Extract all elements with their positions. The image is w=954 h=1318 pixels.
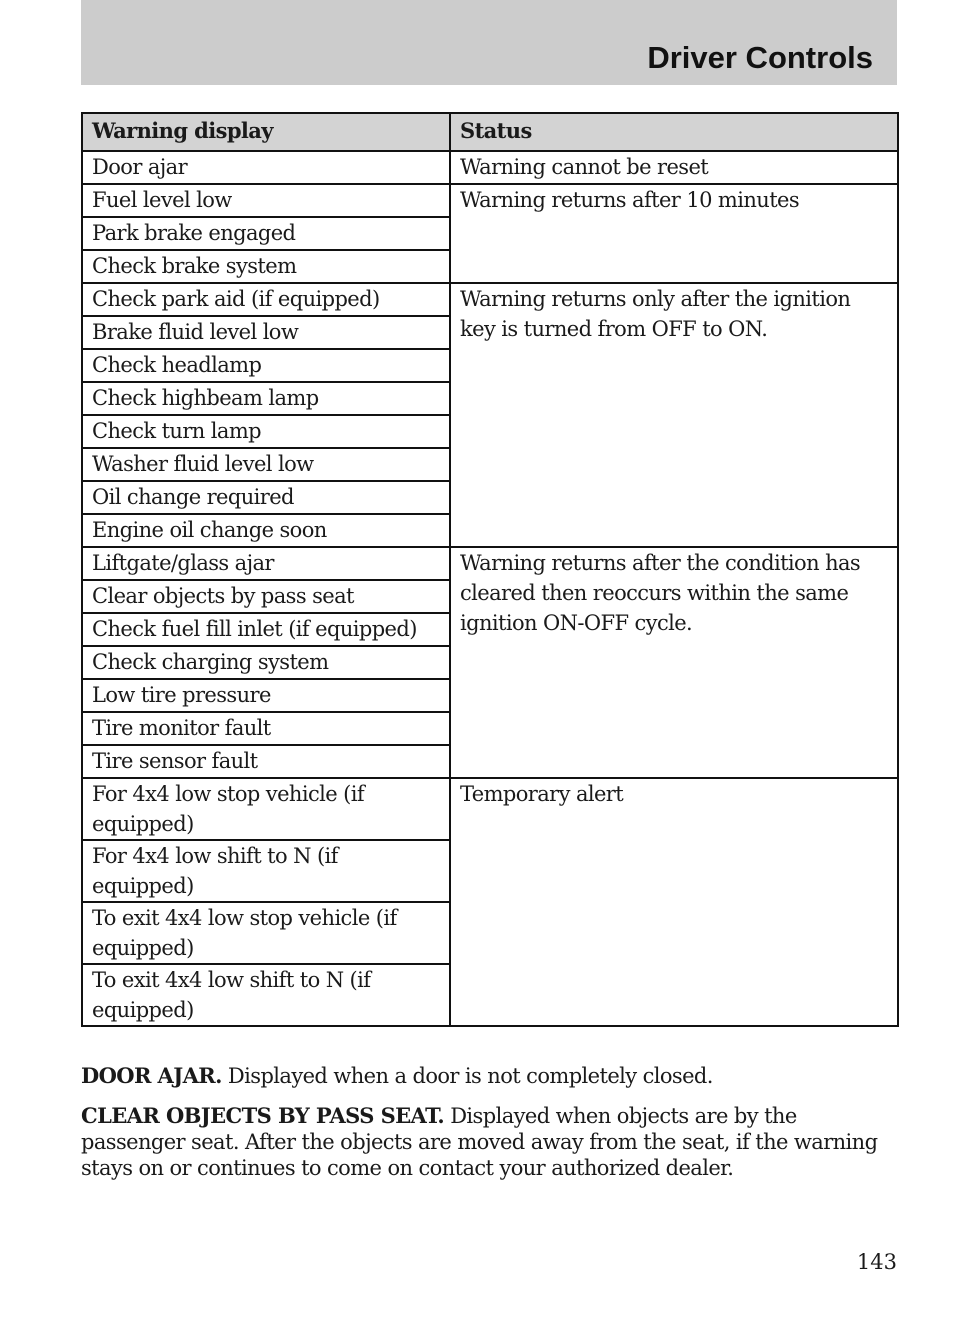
header-band	[81, 0, 897, 85]
warning-display-cell: Low tire pressure	[82, 679, 450, 712]
warning-display-cell: Park brake engaged	[82, 217, 450, 250]
table-body	[82, 151, 898, 1026]
table-row	[82, 778, 898, 840]
warning-display-cell: For 4x4 low stop vehicle (if equipped)	[82, 778, 450, 840]
warning-display-cell: Liftgate/glass ajar	[82, 547, 450, 580]
warning-display-cell: Check charging system	[82, 646, 450, 679]
warning-display-cell: Check fuel fill inlet (if equipped)	[82, 613, 450, 646]
status-cell: Temporary alert	[450, 778, 898, 1026]
warning-display-cell: Check highbeam lamp	[82, 382, 450, 415]
warning-display-cell: Brake fluid level low	[82, 316, 450, 349]
column-header-warning-display: Warning display	[82, 113, 450, 151]
status-cell: Warning returns after 10 minutes	[450, 184, 898, 283]
warning-display-cell: To exit 4x4 low stop vehicle (if equipped)	[82, 902, 450, 964]
warning-display-cell: Washer fluid level low	[82, 448, 450, 481]
status-cell: Warning returns after the condition has cleared then reoccurs within the same ignition ON-OFF cycle.	[450, 547, 898, 778]
warning-display-cell: Engine oil change soon	[82, 514, 450, 547]
warning-display-cell: Tire sensor fault	[82, 745, 450, 778]
table-header-row	[82, 113, 898, 151]
warning-display-cell: For 4x4 low shift to N (if equipped)	[82, 840, 450, 902]
paragraph-term: DOOR AJAR.	[81, 1063, 222, 1088]
warning-display-cell: Check park aid (if equipped)	[82, 283, 450, 316]
warning-display-cell: Tire monitor fault	[82, 712, 450, 745]
warning-display-cell: Oil change required	[82, 481, 450, 514]
status-cell: Warning cannot be reset	[450, 151, 898, 184]
warning-display-cell: Clear objects by pass seat	[82, 580, 450, 613]
warning-display-cell: To exit 4x4 low shift to N (if equipped)	[82, 964, 450, 1026]
warning-display-cell: Check turn lamp	[82, 415, 450, 448]
status-cell: Warning returns only after the ignition key is turned from OFF to ON.	[450, 283, 898, 547]
paragraph-term: CLEAR OBJECTS BY PASS SEAT.	[81, 1103, 445, 1128]
warning-display-cell: Check brake system	[82, 250, 450, 283]
paragraph-clear-objects	[81, 1103, 897, 1181]
table-row	[82, 547, 898, 580]
table-row	[82, 283, 898, 316]
column-header-status: Status	[450, 113, 898, 151]
page-number: 143	[856, 1250, 897, 1274]
paragraph-text: Displayed when a door is not completely closed.	[221, 1064, 713, 1088]
table-row	[82, 151, 898, 184]
paragraph-text: Displayed when objects are by the passenger seat. After the objects are moved away from the seat, if the warning stays on or continues to come on contact your authorized dealer.	[81, 1104, 878, 1180]
section-title: Driver Controls	[647, 40, 873, 75]
table-row	[82, 184, 898, 217]
warning-display-cell: Fuel level low	[82, 184, 450, 217]
warning-table	[81, 112, 899, 1027]
paragraph-door-ajar	[81, 1063, 897, 1089]
warning-display-cell: Door ajar	[82, 151, 450, 184]
warning-display-cell: Check headlamp	[82, 349, 450, 382]
